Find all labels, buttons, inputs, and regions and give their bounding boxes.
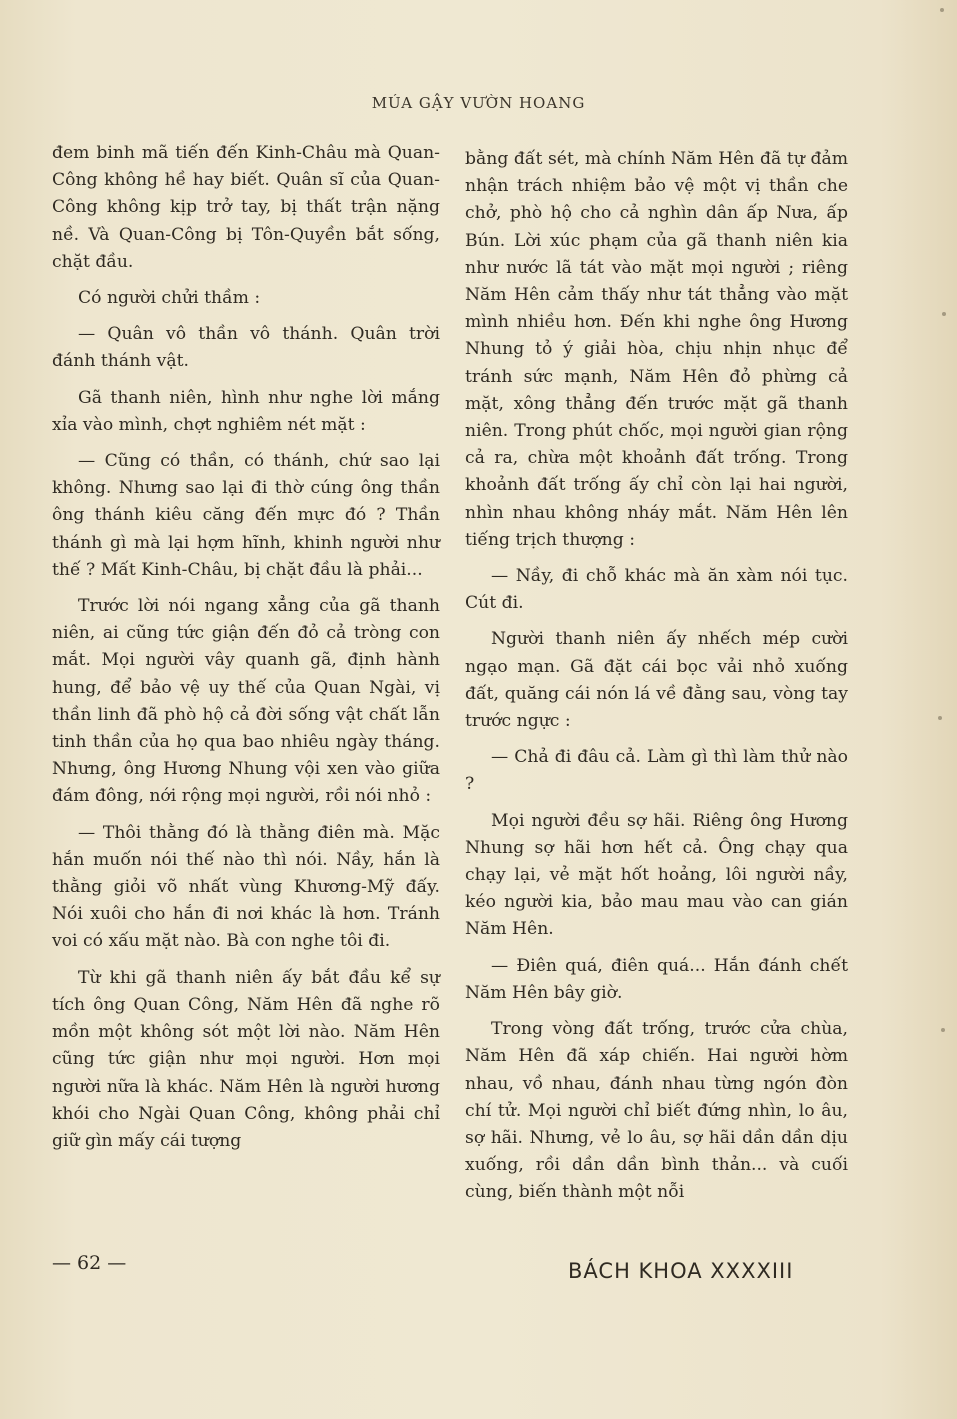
paragraph: — Cũng có thần, có thánh, chứ sao lại không. Nhưng sao lại đi thờ cúng ông thần ông thánh kiêu căng đến mực đó ? Thần thánh gì mà lại hợm hĩnh, khinh người như thế ? Mất Kinh-Châu, bị chặt đầu là phải... — [52, 451, 440, 580]
paragraph: Trong vòng đất trống, trước cửa chùa, Năm Hên đã xáp chiến. Hai người hờm nhau, vồ nhau, đánh nhau từng ngón đòn chí tử. Mọi người chỉ biết đứng nhìn, lo âu, sợ hãi. Nhưng, vẻ lo âu, sợ hãi dần dần dịu xuống, rồi dần dần bình thản... và cuối cùng, biến thành một nỗi — [465, 1019, 848, 1203]
right-column — [465, 146, 848, 1216]
scan-speck — [938, 716, 942, 720]
paragraph: đem binh mã tiến đến Kinh-Châu mà Quan-Công không hề hay biết. Quân sĩ của Quan-Công không kịp trở tay, bị thất trận nặng nề. Và Quan-Công bị Tôn-Quyền bắt sống, chặt đầu. — [52, 143, 440, 272]
paragraph: — Nầy, đi chỗ khác mà ăn xàm nói tục. Cút đi. — [465, 566, 848, 614]
page-number: — 62 — — [52, 1252, 127, 1274]
scan-speck — [942, 312, 946, 316]
paragraph: — Chả đi đâu cả. Làm gì thì làm thử nào ? — [465, 747, 848, 795]
scan-speck — [941, 1028, 945, 1032]
paragraph: — Thôi thằng đó là thằng điên mà. Mặc hắn muốn nói thế nào thì nói. Nầy, hắn là thằng giỏi võ nhất vùng Khương-Mỹ đấy. Nói xuôi cho hắn đi nơi khác là hơn. Tránh voi có xấu mặt nào. Bà con nghe tôi đi. — [52, 822, 440, 952]
paragraph: Từ khi gã thanh niên ấy bắt đầu kể sự tích ông Quan Công, Năm Hên đã nghe rõ mồn một không sót một lời nào. Năm Hên cũng tức giận như mọi người. Hơn mọi người nữa là khác. Năm Hên là người hương khói cho Ngài Quan Công, không phải chỉ giữ gìn mấy cái tượng — [52, 967, 440, 1151]
paragraph: Trước lời nói ngang xẳng của gã thanh niên, ai cũng tức giận đến đỏ cả tròng con mắt. Mọi người vây quanh gã, định hành hung, để bảo vệ uy thế của Quan Ngài, vị thần linh đã phò hộ cả đời sống vật chất lẫn tinh thần của họ qua bao nhiêu ngày tháng. Nhưng, ông Hương Nhung vội xen vào giữa đám đông, nới rộng mọi người, rồi nói nhỏ : — [52, 596, 440, 807]
paragraph: bằng đất sét, mà chính Năm Hên đã tự đảm nhận trách nhiệm bảo vệ một vị thần che chở, phò hộ cho cả nghìn dân ấp Nưa, ấp Bún. Lời xúc phạm của gã thanh niên kia như nước lã tát vào mặt mọi người ; riêng Năm Hên cảm thấy như tát thẳng vào mặt mình nhiều hơn. Đến khi nghe ông Hương Nhung tỏ ý giải hòa, chịu nhịn nhục để tránh sức mạnh, Năm Hên đỏ phừng cả mặt, xông thẳng đến trước mặt gã thanh niên. Trong phút chốc, mọi người gian rộng cả ra, chừa một khoảnh đất trống. Trong khoảnh đất trống ấy chỉ còn lại hai người, nhìn nhau không nháy mắt. Năm Hên lên tiếng trịch thượng : — [465, 149, 848, 550]
left-column — [52, 140, 440, 1164]
paragraph: Mọi người đều sợ hãi. Riêng ông Hương Nhung sợ hãi hơn hết cả. Ông chạy qua chạy lại, vẻ mặt hốt hoảng, lôi người nầy, kéo người kia, bảo mau mau vào can gián Năm Hên. — [465, 810, 848, 940]
paragraph: Người thanh niên ấy nhếch mép cười ngạo mạn. Gã đặt cái bọc vải nhỏ xuống đất, quăng cái nón lá về đằng sau, vòng tay trước ngực : — [465, 629, 848, 732]
scan-speck — [940, 8, 944, 12]
paragraph: — Điên quá, điên quá... Hắn đánh chết Năm Hên bây giờ. — [465, 955, 848, 1003]
paragraph: Gã thanh niên, hình như nghe lời mắng xỉa vào mình, chợt nghiêm nét mặt : — [52, 387, 440, 435]
magazine-issue: BÁCH KHOA XXXXIII — [568, 1259, 794, 1283]
running-title: MÚA GẬY VƯỜN HOANG — [371, 94, 586, 112]
paragraph: Có người chửi thầm : — [78, 288, 261, 309]
paragraph: — Quân vô thần vô thánh. Quân trời đánh thánh vật. — [52, 324, 440, 372]
